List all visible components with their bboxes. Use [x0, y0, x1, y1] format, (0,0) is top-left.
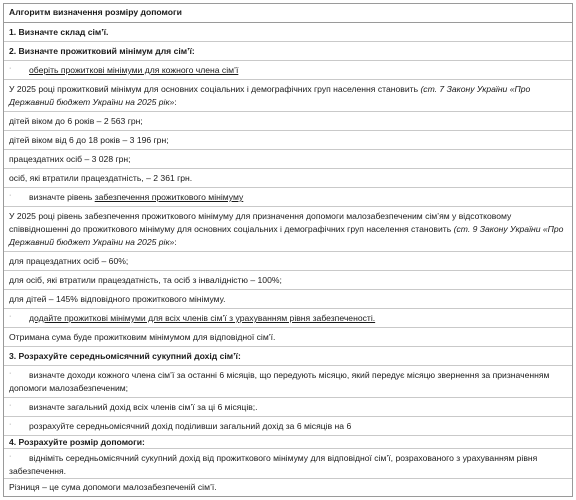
bullet-row — [4, 398, 572, 417]
step-4-row — [4, 436, 572, 449]
list-item — [4, 271, 572, 290]
bullet-row — [4, 61, 572, 80]
sum-note-row — [4, 328, 572, 347]
pm-item: осіб, які втратили працездатність, – 2 361 грн. — [9, 173, 193, 183]
bullet-row — [4, 449, 572, 479]
list-item — [4, 131, 572, 150]
step-2-row — [4, 42, 572, 61]
bullet-a-link[interactable]: оберіть прожиткові мінімуми для кожного члена сім’ї — [29, 65, 239, 75]
final-row — [4, 479, 572, 496]
list-item — [4, 150, 572, 169]
list-item — [4, 112, 572, 131]
bullet-row — [4, 188, 572, 207]
pm-intro-line-2: Державний бюджет України на 2025 рік»: — [9, 97, 177, 107]
level-intro-line-2: співвідношенні до прожиткового мінімуму для основних соціальних і демографічних груп населення становить (ст. 9 Закону України «Про — [9, 224, 564, 234]
pm-item: працездатних осіб – 3 028 грн; — [9, 154, 131, 164]
bullet-row — [4, 309, 572, 328]
bullet-glyph: · — [9, 453, 12, 460]
step-1-row — [4, 23, 572, 42]
pm-intro-line-1: У 2025 році прожитковий мінімум для основних соціальних і демографічних груп населення становить (ст. 7 Закону України «Про — [9, 84, 531, 94]
level-intro-row — [4, 207, 572, 252]
bullet-glyph: · — [9, 65, 12, 72]
bullet-b-link[interactable]: забезпечення прожиткового мінімуму — [94, 192, 244, 202]
step-4: 4. Розрахуйте розмір допомоги: — [9, 437, 145, 447]
level-intro-line-1: У 2025 році рівень забезпечення прожиткового мінімуму для призначення допомоги малозабезпеченим сім’ям у відсотковому — [9, 211, 512, 221]
sum-note: Отримана сума буде прожитковим мінімумом для відповідної сім’ї. — [9, 332, 276, 342]
bullet-glyph: · — [9, 421, 12, 428]
step-3-bullet-2: визначте загальний дохід всіх членів сім’ї за ці 6 місяців;. — [29, 402, 258, 412]
bullet-glyph: · — [9, 402, 12, 409]
step-3: 3. Розрахуйте середньомісячний сукупний дохід сім’ї: — [9, 351, 241, 361]
level-item: для дітей – 145% відповідного прожиткового мінімуму. — [9, 294, 226, 304]
bullet-glyph: · — [9, 313, 12, 320]
list-item — [4, 252, 572, 271]
final-note: Різниця – це сума допомоги малозабезпеченій сім’ї. — [9, 482, 217, 492]
level-item: для осіб, які втратили працездатність, та осіб з інвалідністю – 100%; — [9, 275, 282, 285]
step-1: 1. Визначте склад сім’ї. — [9, 27, 109, 37]
pm-item: дітей віком від 6 до 18 років – 3 196 грн; — [9, 135, 169, 145]
bullet-row — [4, 417, 572, 436]
level-intro-line-3: Державний бюджет України на 2025 рік»: — [9, 237, 177, 247]
table-header — [4, 4, 572, 23]
step-4-bullet-1-line-2: забезпечення. — [9, 466, 67, 476]
step-4-bullet-1-line-1: відніміть середньомісячний сукупний дохід від прожиткового мінімуму для відповідної сім’ї, розрахованого з урахуванням рівня — [29, 453, 538, 463]
step-3-row — [4, 347, 572, 366]
pm-intro-row — [4, 80, 572, 112]
bullet-b: визначте рівень забезпечення прожиткового мінімуму — [29, 192, 244, 202]
bullet-glyph: · — [9, 192, 12, 199]
list-item — [4, 290, 572, 309]
algorithm-table — [3, 3, 573, 497]
step-3-bullet-3: розрахуйте середньомісячний дохід поділивши загальний дохід за 6 місяців на 6 — [29, 421, 352, 431]
table-title: Алгоритм визначення розміру допомоги — [9, 7, 182, 17]
list-item — [4, 169, 572, 188]
step-3-bullet-1-line-2: допомоги малозабезпеченим; — [9, 383, 129, 393]
level-item: для працездатних осіб – 60%; — [9, 256, 129, 266]
step-2: 2. Визначте прожитковий мінімум для сім’ї: — [9, 46, 195, 56]
step-3-bullet-1-line-1: визначте доходи кожного члена сім’ї за останні 6 місяців, що передують місяцю, який передує місяцю звернення за призначенням — [29, 370, 550, 380]
pm-item: дітей віком до 6 років – 2 563 грн; — [9, 116, 143, 126]
bullet-row — [4, 366, 572, 398]
bullet-c-link[interactable]: додайте прожиткові мінімуми для всіх членів сім’ї з урахуванням рівня забезпеченості. — [29, 313, 376, 323]
bullet-glyph: · — [9, 370, 12, 377]
